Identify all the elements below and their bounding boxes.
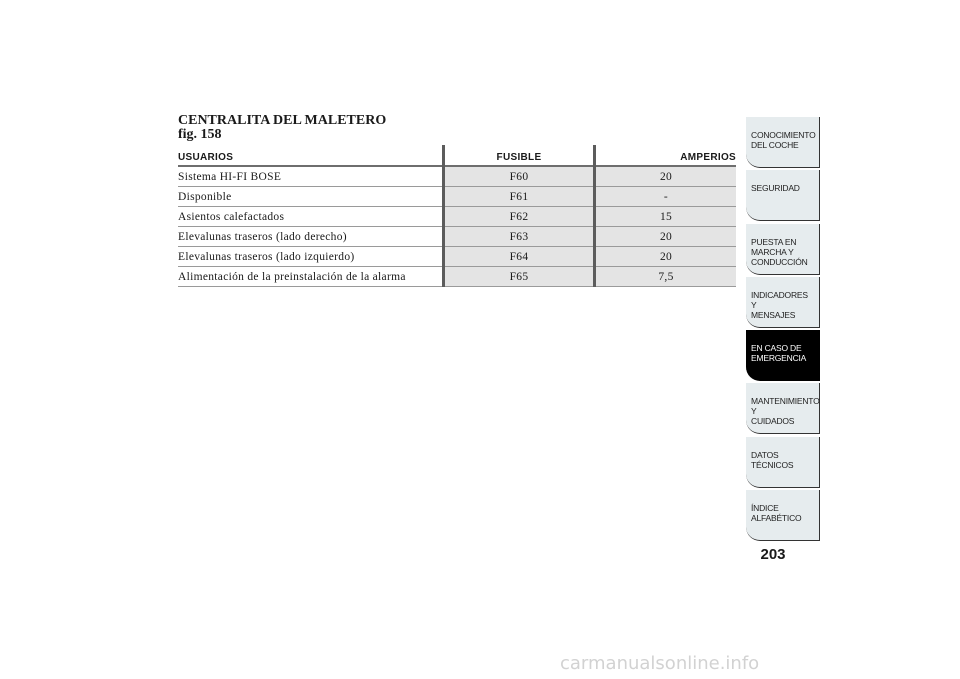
section-title <box>178 114 386 142</box>
cell-fuse: F60 <box>444 166 595 187</box>
tab-indice-alfabetico[interactable] <box>746 490 820 541</box>
header-fusible: FUSIBLE <box>444 145 595 166</box>
cell-fuse: F61 <box>444 187 595 207</box>
tab-en-caso-de-emergencia[interactable] <box>746 330 820 381</box>
cell-amps: - <box>595 187 737 207</box>
cell-fuse: F63 <box>444 227 595 247</box>
tab-label: SEGURIDAD <box>751 183 800 194</box>
chapter-tabs <box>746 117 820 543</box>
section-title-main: CENTRALITA DEL MALETERO <box>178 113 387 128</box>
cell-amps: 20 <box>595 227 737 247</box>
table-row <box>178 207 736 227</box>
cell-fuse: F64 <box>444 247 595 267</box>
table-row <box>178 267 736 287</box>
header-usuarios: USUARIOS <box>178 145 444 166</box>
tab-label: PUESTA EN MARCHA Y CONDUCCIÓN <box>751 236 808 267</box>
tab-puesta-en-marcha[interactable] <box>746 224 820 275</box>
cell-fuse: F62 <box>444 207 595 227</box>
cell-user: Sistema HI-FI BOSE <box>178 166 444 187</box>
cell-fuse: F65 <box>444 267 595 287</box>
tab-conocimiento-del-coche[interactable] <box>746 117 820 168</box>
cell-user: Disponible <box>178 187 444 207</box>
page-number: 203 <box>760 546 786 563</box>
cell-user: Alimentación de la preinstalación de la alarma <box>178 267 444 287</box>
watermark-text: carmanualsonline.info <box>560 653 760 674</box>
tab-label: CONOCIMIENTO DEL COCHE <box>751 130 816 150</box>
table-row <box>178 247 736 267</box>
figure-reference: fig. 158 <box>178 127 222 142</box>
tab-label: MANTENIMIENTO Y CUIDADOS <box>751 396 820 427</box>
cell-amps: 20 <box>595 166 737 187</box>
tab-label: INDICADORES Y MENSAJES <box>751 289 808 320</box>
fuse-table <box>178 145 736 287</box>
table-row <box>178 166 736 187</box>
tab-mantenimiento-y-cuidados[interactable] <box>746 383 820 434</box>
cell-amps: 15 <box>595 207 737 227</box>
cell-user: Elevalunas traseros (lado izquierdo) <box>178 247 444 267</box>
tab-indicadores-y-mensajes[interactable] <box>746 277 820 328</box>
cell-amps: 20 <box>595 247 737 267</box>
table-row <box>178 187 736 207</box>
header-amperios: AMPERIOS <box>595 145 737 166</box>
table-row <box>178 227 736 247</box>
tab-label: EN CASO DE EMERGENCIA <box>751 343 807 364</box>
tab-label: ÍNDICE ALFABÉTICO <box>751 503 802 524</box>
tab-seguridad[interactable] <box>746 170 820 221</box>
table-header-row <box>178 145 736 166</box>
cell-user: Elevalunas traseros (lado derecho) <box>178 227 444 247</box>
cell-user: Asientos calefactados <box>178 207 444 227</box>
cell-amps: 7,5 <box>595 267 737 287</box>
tab-datos-tecnicos[interactable] <box>746 437 820 488</box>
tab-label: DATOS TÉCNICOS <box>751 449 794 470</box>
